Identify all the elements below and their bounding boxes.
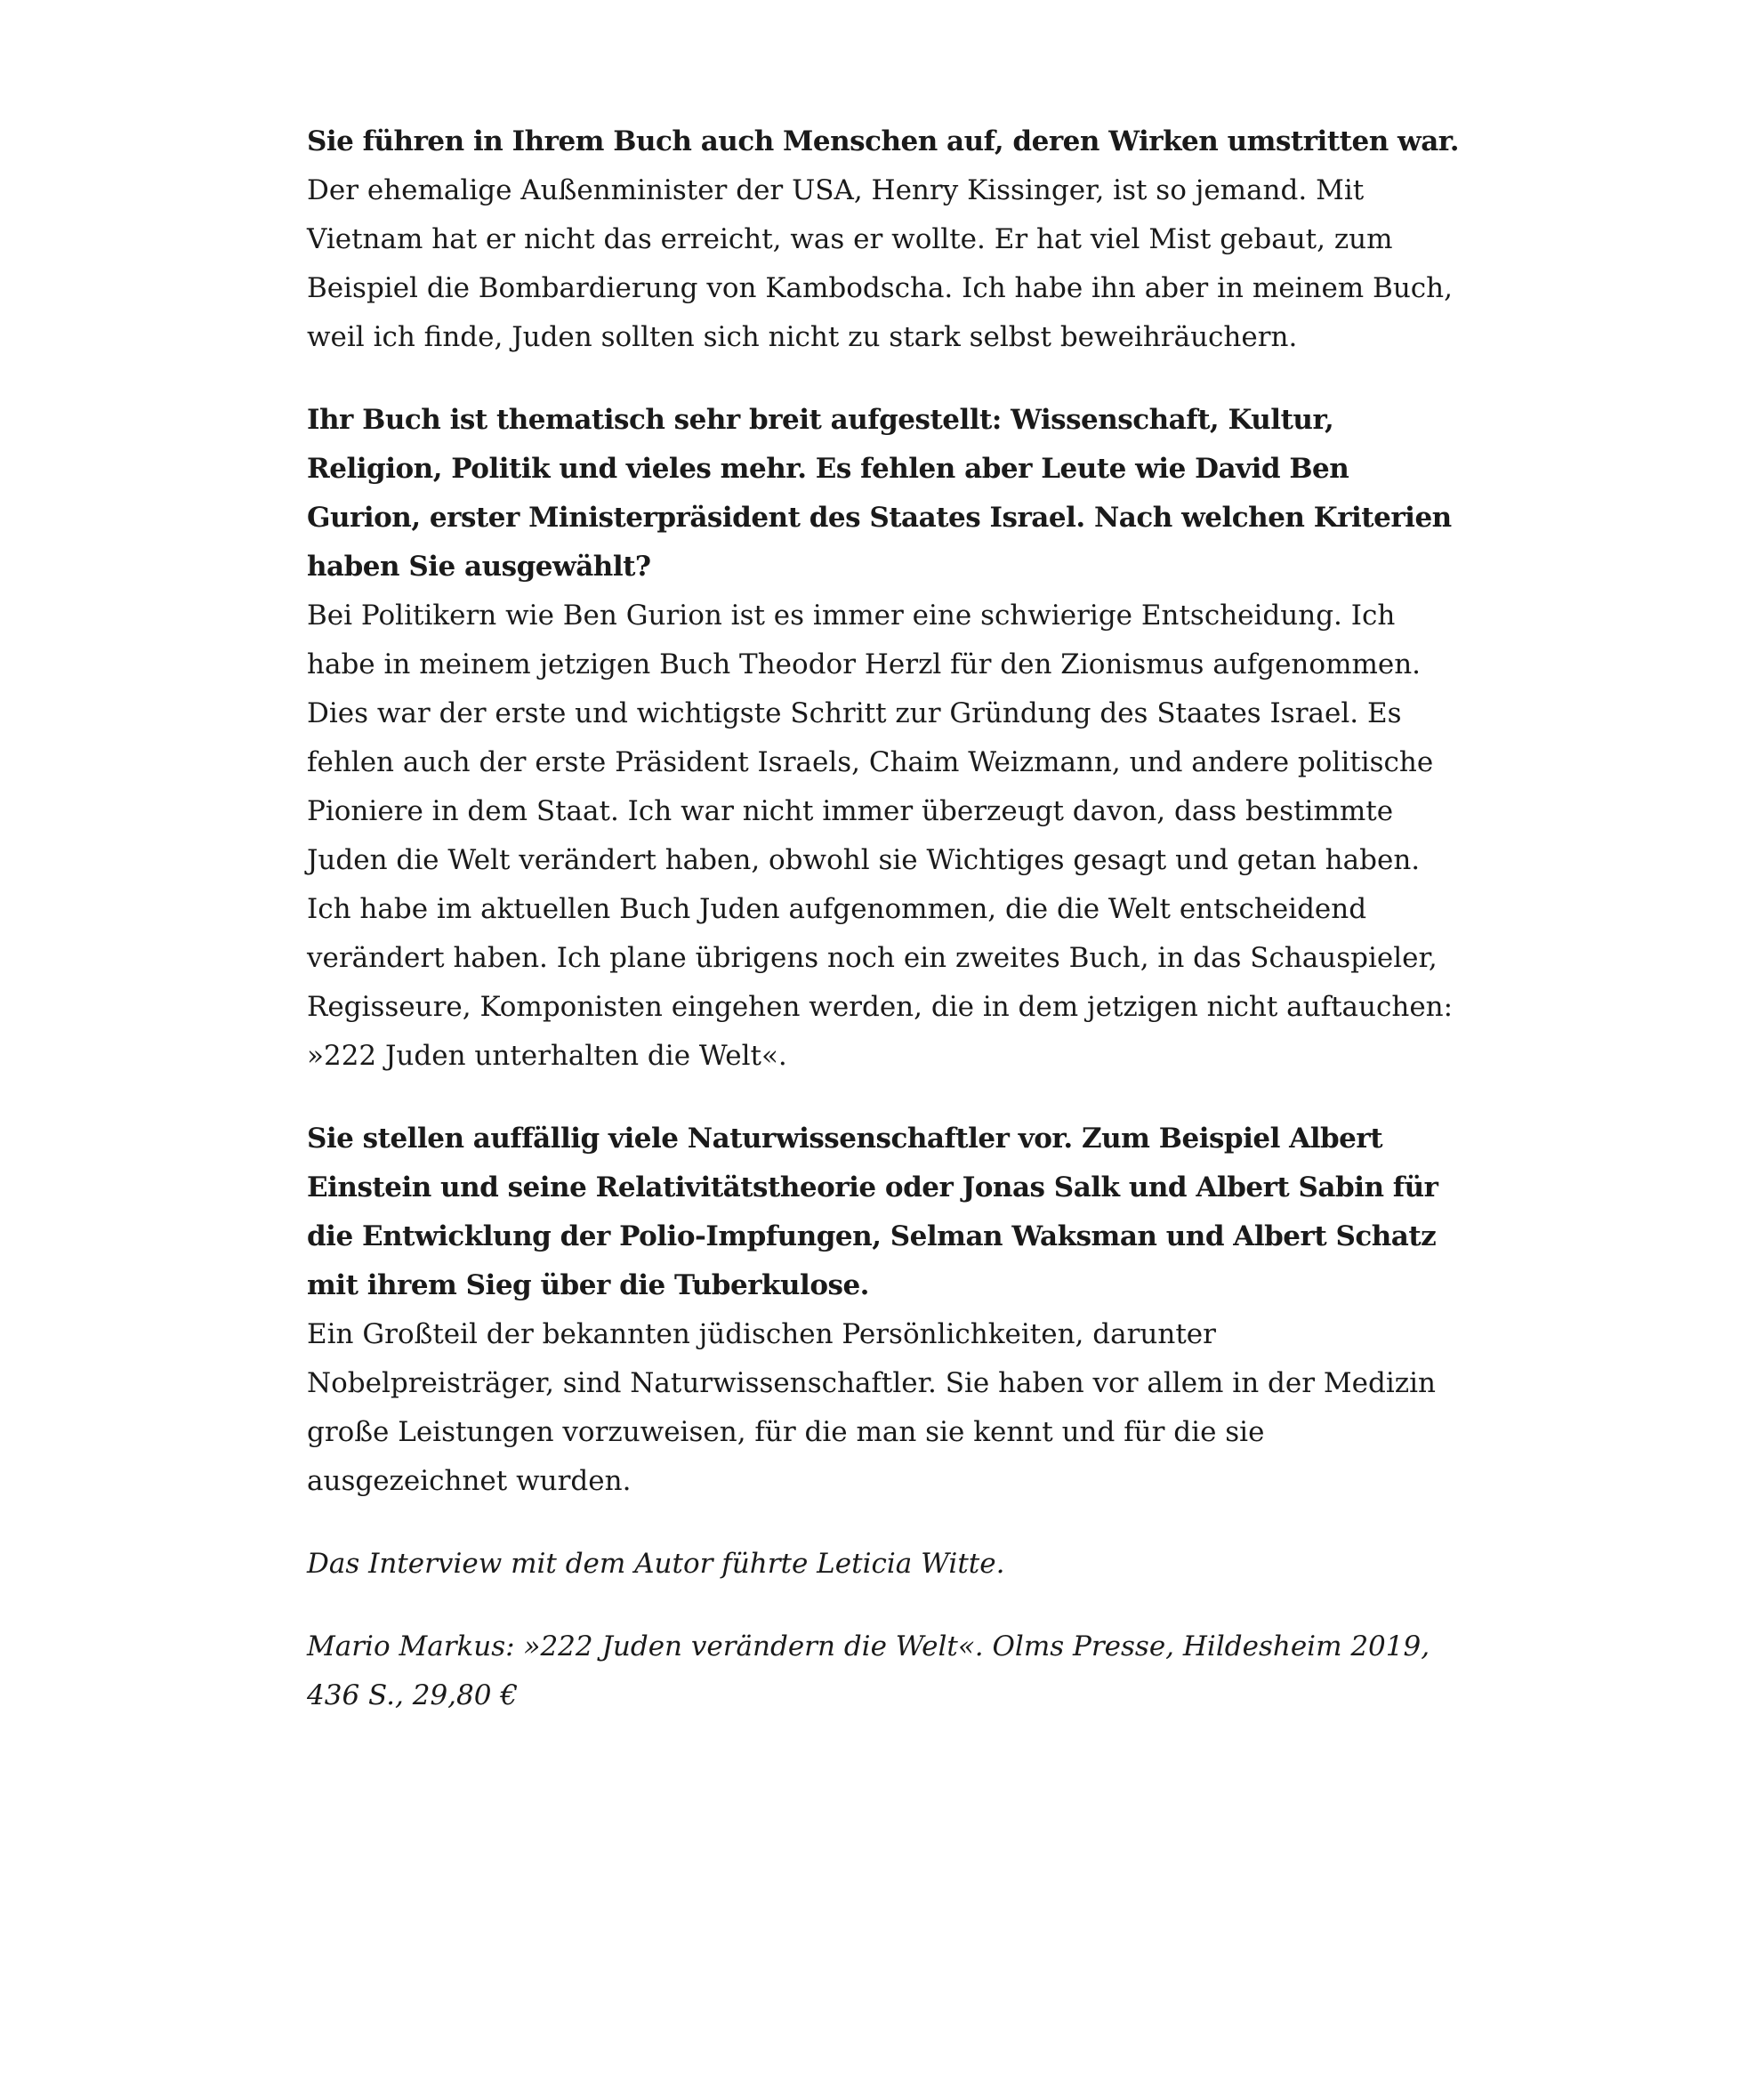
answer: Ein Großteil der bekannten jüdischen Persönlichkeiten, darunter Nobelpreisträger, sind Naturwissenschaftler. Sie haben vor allem in der Medizin große Leistungen vorzuweisen, für die man sie kennt und für die sie ausgezeichnet wurden. (307, 1318, 1436, 1497)
question: Sie stellen auffällig viele Naturwissenschaftler vor. Zum Beispiel Albert Einstein und seine Relativitätstheorie oder Jonas Salk und Albert Sabin für die Entwicklung der Polio-Impfungen, Selman Waksman und Albert Schatz mit ihrem Sieg über die Tuberkulose. (307, 1123, 1438, 1301)
question: Ihr Buch ist thematisch sehr breit aufgestellt: Wissenschaft, Kultur, Religion, Politik und vieles mehr. Es fehlen aber Leute wie David Ben Gurion, erster Ministerpräsident des Staates Israel. Nach welchen Kriterien haben Sie ausgewählt? (307, 404, 1452, 583)
answer: Bei Politikern wie Ben Gurion ist es immer eine schwierige Entscheidung. Ich habe in meinem jetzigen Buch Theodor Herzl für den Zionismus aufgenommen. Dies war der erste und wichtigste Schritt zur Gründung des Staates Israel. Es fehlen auch der erste Präsident Israels, Chaim Weizmann, und andere politische Pioniere in dem Staat. Ich war nicht immer überzeugt davon, dass bestimmte Juden die Welt verändert haben, obwohl sie Wichtiges gesagt und getan haben. Ich habe im aktuellen Buch Juden aufgenommen, die die Welt entscheidend verändert haben. Ich plane übrigens noch ein zweites Buch, in das Schauspieler, Regisseure, Komponisten eingehen werden, die in dem jetzigen nicht auftauchen: »222 Juden unterhalten die Welt«. (307, 600, 1454, 1072)
book-info: Mario Markus: »222 Juden verändern die Welt«. Olms Presse, Hildesheim 2019, 436 S., 29,80 € (307, 1630, 1430, 1711)
qa-block (307, 1115, 1463, 1506)
question: Sie führen in Ihrem Buch auch Menschen auf, deren Wirken umstritten war. (307, 125, 1460, 157)
interview-credit: Das Interview mit dem Autor führte Leticia Witte. (307, 1548, 1005, 1580)
article-body (307, 117, 1463, 1754)
answer: Der ehemalige Außenminister der USA, Henry Kissinger, ist so jemand. Mit Vietnam hat er nicht das erreicht, was er wollte. Er hat viel Mist gebaut, zum Beispiel die Bombardierung von Kambodscha. Ich habe ihn aber in meinem Buch, weil ich finde, Juden sollten sich nicht zu stark selbst beweihräuchern. (307, 174, 1453, 353)
qa-block (307, 396, 1463, 1081)
qa-block (307, 117, 1463, 362)
